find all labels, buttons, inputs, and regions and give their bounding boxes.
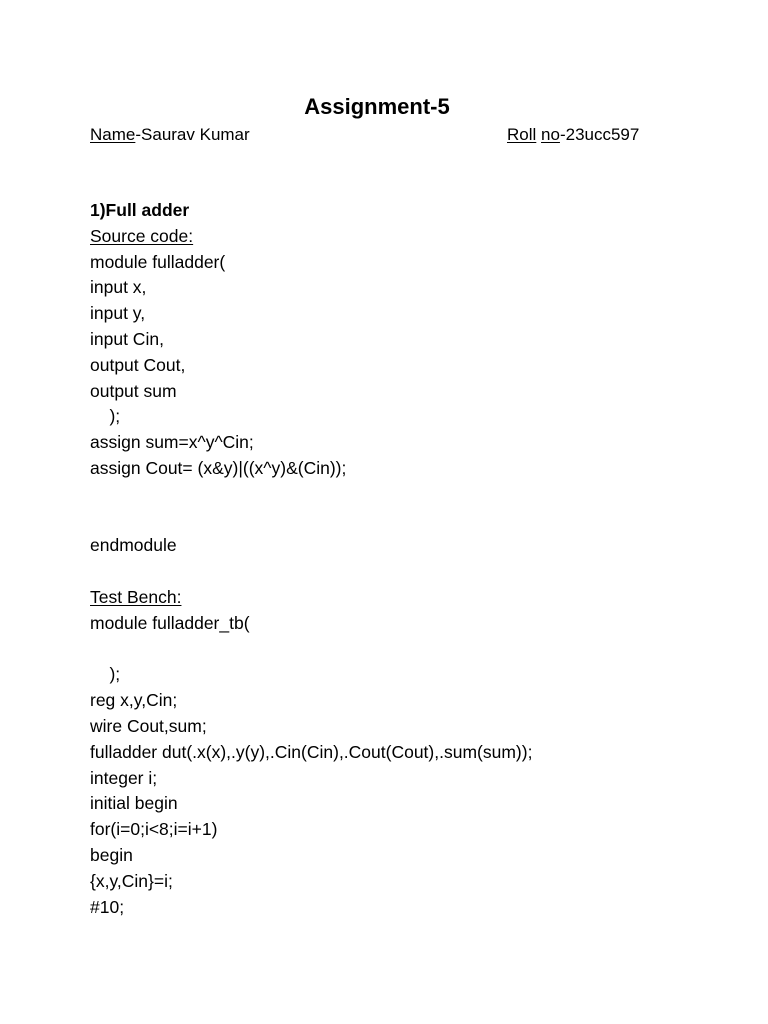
name-label: Name (90, 125, 136, 144)
page-title: Assignment-5 (304, 94, 450, 119)
name-value: -Saurav Kumar (135, 125, 250, 144)
test-bench-line: {x,y,Cin}=i; (90, 870, 173, 891)
assignment-body (90, 198, 730, 920)
source-code-label: Source code: (90, 225, 194, 246)
test-bench-line: integer i; (90, 767, 158, 788)
section-heading: 1)Full adder (90, 200, 190, 220)
source-code-line: output Cout, (90, 354, 186, 375)
source-code-line: ); (90, 406, 121, 427)
source-code-line: output sum (90, 380, 177, 401)
test-bench-line: for(i=0;i<8;i=i+1) (90, 819, 218, 840)
source-code-line: input Cin, (90, 328, 164, 349)
test-bench-line: fulladder dut(.x(x),.y(y),.Cin(Cin),.Cout(Cout),.sum(sum)); (90, 741, 533, 762)
roll-number (507, 124, 639, 146)
student-name (90, 124, 250, 146)
source-code-line: assign Cout= (x&y)|((x^y)&(Cin)); (90, 457, 347, 478)
test-bench-label: Test Bench: (90, 586, 182, 607)
test-bench-line (90, 637, 730, 663)
test-bench-line: reg x,y,Cin; (90, 690, 178, 711)
roll-value: -23ucc597 (559, 125, 640, 144)
source-code-line: module fulladder( (90, 251, 226, 272)
no-label: no (541, 125, 560, 144)
source-code-line (90, 508, 730, 534)
source-code-block (90, 250, 730, 560)
test-bench-line: ); (90, 664, 121, 685)
test-bench-line: module fulladder_tb( (90, 612, 250, 633)
source-code-line: input x, (90, 277, 147, 298)
test-bench-line: initial begin (90, 793, 178, 814)
source-code-line: assign sum=x^y^Cin; (90, 432, 254, 453)
test-bench-line: #10; (90, 896, 125, 917)
source-code-line (90, 482, 730, 508)
source-code-line: endmodule (90, 535, 177, 556)
test-bench-line: begin (90, 844, 133, 865)
roll-label: Roll (507, 125, 537, 144)
source-code-line: input y, (90, 303, 146, 324)
test-bench-block (90, 611, 730, 921)
test-bench-line: wire Cout,sum; (90, 715, 207, 736)
